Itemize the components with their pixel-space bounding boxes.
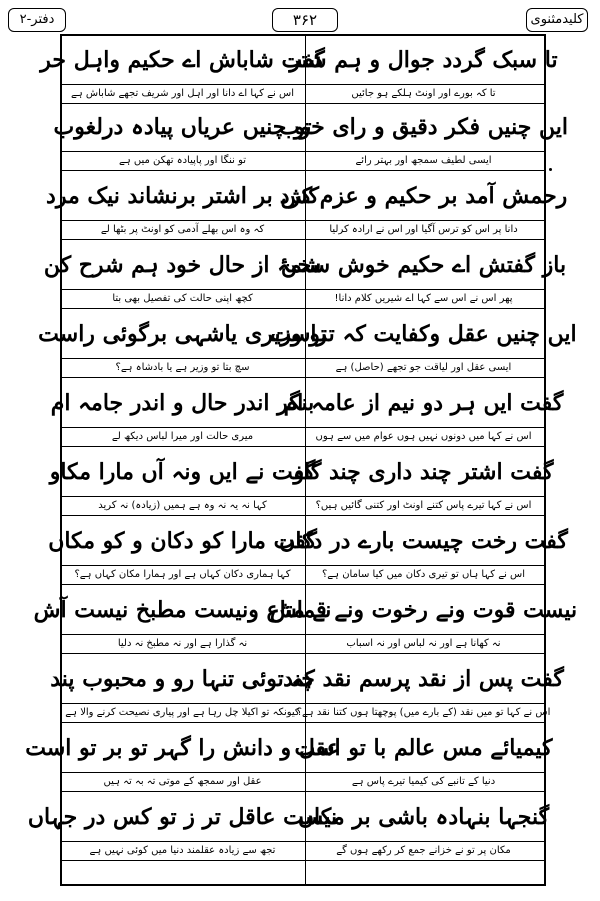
left-translation: نہ گذارا ہے اور نہ مطبخ نہ دلیا bbox=[117, 638, 248, 649]
translation-row bbox=[62, 427, 544, 447]
right-translation: تا کہ بورے اور اونٹ ہلکے ہو جائیں bbox=[351, 88, 496, 99]
verse-row bbox=[33, 588, 578, 632]
left-verse: بنگر اندر حال و اندر جامہ ام bbox=[50, 390, 315, 416]
right-translation: پھر اس نے اس سے کہا اے شیریں کلام دانا! bbox=[334, 293, 513, 304]
page-header bbox=[8, 6, 588, 34]
right-verse: کیمیائے مس عالم با تو است bbox=[294, 735, 553, 761]
translation-row bbox=[62, 841, 544, 861]
verse-row bbox=[38, 312, 577, 356]
right-translation: دنیا کے تانبے کی کیمیا تیرے پاس ہے bbox=[351, 776, 496, 787]
translation-row bbox=[62, 151, 544, 171]
translation-row bbox=[62, 84, 544, 104]
verse-row bbox=[46, 174, 568, 218]
left-translation: کہ وہ اس بھلے آدمی کو اونٹ پر بٹھا لے bbox=[100, 224, 265, 235]
verse-row bbox=[48, 519, 568, 563]
left-translation: کیونکہ تو اکیلا چل رہا ہے اور پیاری نصیحت کرنے والا ہے bbox=[65, 707, 300, 718]
translation-row bbox=[62, 358, 544, 378]
translation-row bbox=[62, 220, 544, 240]
translation-row bbox=[62, 289, 544, 309]
right-verse: گفت پس از نقد پرسم نقد چند bbox=[283, 666, 564, 692]
volume-label: دفتر-۲ bbox=[8, 8, 66, 32]
left-verse: گفت مارا کو دکان و کو مکاں bbox=[48, 528, 317, 554]
right-translation: ایسی عقل اور لیاقت جو تجھے (حاصل) ہے bbox=[335, 362, 512, 373]
right-translation: اس نے کہا تیرے پاس کتنے اونٹ اور کتنی گائیں ہیں؟ bbox=[315, 500, 532, 511]
left-translation: کہا نہ یہ نہ وہ ہے ہمیں (زیادہ) نہ کرید bbox=[98, 500, 267, 511]
left-verse: تو چنیں عریاں پیادہ درلغوب bbox=[53, 114, 312, 140]
book-title: کلیدمثنوی bbox=[526, 8, 588, 32]
left-translation: اس نے کہا اے دانا اور اہل اور شریف تجھے شاباش ہے bbox=[71, 88, 294, 99]
left-translation: سچ بتا تو وزیر ہے یا بادشاہ ہے؟ bbox=[115, 362, 250, 373]
verse-row bbox=[49, 450, 554, 494]
right-translation: دانا پر اس کو ترس آگیا اور اس نے ارادہ کرلیا bbox=[329, 224, 518, 235]
left-translation: میری حالت اور میرا لباس دیکھ لے bbox=[111, 431, 254, 442]
right-translation: ایسی لطیف سمجھ اور بہتر رائے bbox=[355, 155, 492, 166]
right-verse: نیست قوت ونے رخوت ونے قماش bbox=[269, 597, 578, 623]
translation-row bbox=[62, 772, 544, 792]
verse-row bbox=[25, 726, 553, 770]
translation-row bbox=[62, 565, 544, 585]
verse-row bbox=[40, 38, 558, 82]
verse-row bbox=[43, 243, 567, 287]
right-verse: گفت رخت چیست بارے در دکاں bbox=[279, 528, 568, 554]
right-verse: ایں چنیں فکر دقیق و رای خوب bbox=[279, 114, 568, 140]
left-translation: کچھ اپنی حالت کی تفصیل بھی بتا bbox=[112, 293, 253, 304]
verse-table bbox=[25, 34, 578, 886]
verse-row bbox=[50, 381, 564, 425]
left-verse: تو وزیری یاشہی برگوئی راست bbox=[38, 321, 327, 347]
right-verse: تا سبک گردد جوال و ہم شتر bbox=[289, 47, 558, 73]
left-verse: کش بر اشتر برنشاند نیک مرد bbox=[46, 183, 319, 209]
right-verse: رحمش آمد بر حکیم و عزم کرد bbox=[279, 183, 568, 209]
left-translation: عقل اور سمجھ کے موتی تہ بہ تہ ہیں bbox=[103, 776, 262, 787]
right-translation: اس نے کہا میں دونوں نہیں ہوں عوام میں سے ہوں bbox=[315, 431, 532, 442]
left-verse: نے متاع ونیست مطبخ نیست آش bbox=[33, 597, 332, 623]
right-verse: گنجہا بنہادہ باشی بر مکاں bbox=[297, 804, 550, 830]
verse-row bbox=[27, 795, 550, 839]
left-verse: گفت نے ایں ونہ آں مارا مکاو bbox=[49, 459, 316, 485]
right-verse: ایں چنیں عقل وکفایت کہ تراست bbox=[270, 321, 577, 347]
translation-row bbox=[62, 634, 544, 654]
left-verse: شمۂ از حال خود ہم شرح کن bbox=[43, 252, 322, 278]
left-translation: کہا ہماری دکان کہاں ہے اور ہمارا مکان کہاں ہے؟ bbox=[74, 569, 291, 580]
page-number: ۳۶۲ bbox=[272, 8, 338, 32]
right-translation: اس نے کہا تو میں نقد (کے بارے میں) پوچھتا ہوں کتنا نقد ہے؟ bbox=[296, 707, 551, 718]
margin-dot bbox=[549, 168, 552, 171]
left-verse: کہ توئی تنہا رو و محبوب پند bbox=[50, 666, 315, 692]
translation-row bbox=[62, 703, 551, 723]
verse-row bbox=[53, 105, 568, 149]
right-translation: اس نے کہا ہاں تو تیری دکان میں کیا سامان ہے؟ bbox=[321, 569, 526, 580]
right-verse: گفت اشتر چند داری چند گاو bbox=[293, 459, 554, 485]
translation-row bbox=[62, 496, 544, 516]
left-verse: گفت شاباش اے حکیم واہل حر bbox=[40, 47, 325, 73]
right-translation: مکان پر تو نے خزانے جمع کر رکھے ہوں گے bbox=[336, 845, 511, 856]
right-verse: گفت ایں ہر دو نیم از عامہ ام bbox=[283, 390, 564, 416]
left-translation: تو ننگا اور پاپیادہ تھکن میں ہے bbox=[118, 155, 247, 166]
right-translation: نہ کھانا ہے اور نہ لباس اور نہ اسباب bbox=[346, 638, 501, 649]
verse-row bbox=[50, 657, 564, 701]
left-verse: نیست عاقل تر ز تو کس در جہاں bbox=[27, 804, 338, 830]
left-translation: تجھ سے زیادہ عقلمند دنیا میں کوئی نہیں ہے bbox=[89, 845, 276, 856]
left-verse: عقل و دانش را گہر تو بر تو است bbox=[25, 735, 340, 761]
right-verse: باز گفتش اے حکیم خوش سخن bbox=[280, 252, 567, 278]
